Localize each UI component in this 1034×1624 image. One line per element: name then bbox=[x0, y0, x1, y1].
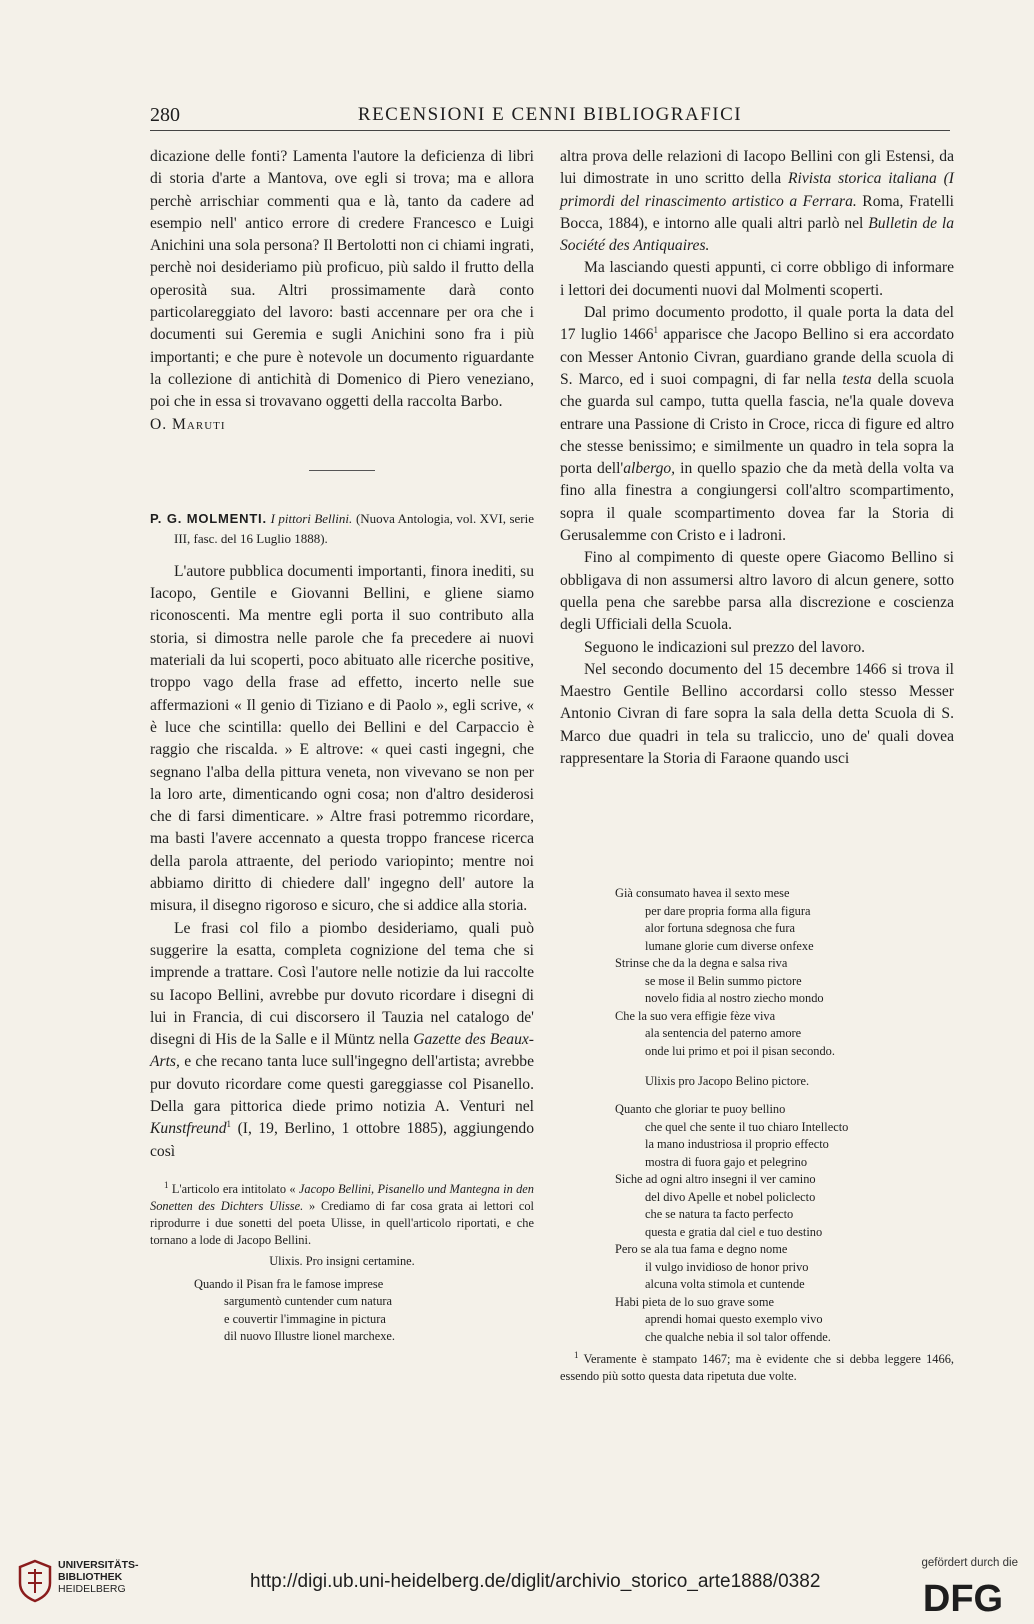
right-paragraph-3: Dal primo documento prodotto, il quale porta la data del 17 luglio 1466$^1$ apparisce che Jacopo Bellino si era accordato con Messer Antonio Civran, guardiano grande della scuola di S. Marco, ed i suoi compagni, di far nella testa della scuola che guarda sul campo, tutta quella fascia, ne'la quale doveva entrare una Passione di Cristo in Croce, ricca di figure ed altro che stesse benissimo; e similmente un quadro in tela sopra la porta dell'albergo, in quello spazio che da metà della volta va fino alla finestra a congiungersi coll'altro scompartimento, sopra il quale scompartimento dovea far la Storia di Gerusalemme con Cristo e i ladroni. bbox=[560, 304, 955, 545]
poem-line: questa e gratia dal ciel e tuo destino bbox=[645, 1224, 823, 1239]
library-name: UNIVERSITÄTS- BIBLIOTHEK HEIDELBERG bbox=[58, 1559, 139, 1595]
entry-author: P. G. MOLMENTI. bbox=[150, 510, 267, 526]
right-paragraph-1: altra prova delle relazioni di Iacopo Bellini con gli Estensi, da lui dimostrate in uno scritto della Rivista storica italiana (I primordi del rinascimento artistico a Ferrara. Roma, Fratelli Bocca, 1884), e intorno alle quali altri parlò nel Bulletin de la Société des Antiquaires. bbox=[560, 148, 955, 255]
poem-line: per dare propria forma alla figura bbox=[645, 903, 811, 918]
review-signature: O. Maruti bbox=[150, 415, 226, 433]
poem-line: dil nuovo Illustre lionel marchexe. bbox=[224, 1329, 396, 1344]
right-paragraph-5: Seguono le indicazioni sul prezzo del lavoro. bbox=[584, 638, 866, 656]
left-footnotes bbox=[150, 1181, 534, 1346]
poem-line: lumane glorie cum diverse onfexe bbox=[645, 938, 814, 953]
entry-title: I pittori Bellini. bbox=[270, 510, 353, 526]
poem-line: Siche ad ogni altro insegni il ver camino bbox=[615, 1172, 816, 1186]
sonnet-2 bbox=[615, 1101, 945, 1346]
page-header bbox=[150, 100, 950, 131]
running-head: RECENSIONI E CENNI BIBLIOGRAFICI bbox=[357, 104, 743, 125]
poem-line: Pero se ala tua fama e degno nome bbox=[615, 1242, 788, 1256]
poem-line: che quel che sente il tuo chiaro Intellecto bbox=[645, 1119, 849, 1134]
source-url[interactable]: http://digi.ub.uni-heidelberg.de/diglit/archivio_storico_arte1888/0382 bbox=[250, 1571, 821, 1592]
sonnet-title-2: Ulixis pro Jacopo Belino pictore. bbox=[645, 1074, 810, 1088]
poem-line: che qualche nebia il sol talor offende. bbox=[645, 1329, 831, 1344]
left-paragraph-1: dicazione delle fonti? Lamenta l'autore la deficienza di libri di storia d'arte a Mantova, ove egli si trova; ma e allora perchè arrischiar commenti qua e là, tanto da cadere ad esempio nell' antico errore di credere Francesco e Luigi Anichini una sola persona? Il Bertolotti non ci chiami ingrati, perchè noi desideriamo più proficuo, più saldo il frutto della operosità sua. Altri prossimamente darà conto particolareggiato del lavoro: basti accennare per ora che i documenti sui Geremia e sugli Anichini sono fra i più importanti; e che pure è notevole un documento riguardante la collezione di antichità di Domenico di Piero veneziano, poi che in essa si trovavano oggetti della raccolta Barbo. bbox=[150, 148, 534, 411]
footnote-ref: 1 bbox=[653, 325, 659, 336]
sonnet-title-1: Ulixis. Pro insigni certamine. bbox=[269, 1253, 415, 1268]
left-column bbox=[150, 146, 534, 1346]
poem-line: il vulgo invidioso de honor privo bbox=[645, 1259, 809, 1274]
poem-line: Quanto che gloriar te puoy bellino bbox=[615, 1102, 786, 1116]
poem-line: alor fortuna sdegnosa che fura bbox=[645, 921, 796, 935]
footnote-ref: 1 bbox=[226, 1119, 232, 1130]
dfg-logo-icon bbox=[908, 1577, 1018, 1617]
poem-line: la mano industriosa il proprio effecto bbox=[645, 1137, 829, 1151]
poem-line: del divo Apelle et nobel policlecto bbox=[645, 1189, 816, 1204]
left-paragraph-3: Le frasi col filo a piombo desideriamo, quali può suggerire la esatta, completa cognizione del tema che si imprende a trattare. Così l'autore nelle notizie da lui raccolte su Iacopo Bellini, avrebbe pur dovuto ricordare i disegni di lui in Francia, di cui discorsero il Tauzia nel catalogo de' disegni di His de la Salle e il Müntz nella Gazette des Beaux-Arts, e che recano tanta luce sull'ingegno dell'artista; avrebbe pur dovuto ricordare come questi gareggiasse col Pisanello. Della gara pittorica diede primo notizia A. Venturi nel Kunstfreund$^1$ (I, 19, Berlino, 1 ottobre 1885), aggiungendo così bbox=[150, 919, 534, 1160]
poem-line: ala sentencia del paterno amore bbox=[645, 1026, 802, 1040]
poem-line: Quando il Pisan fra le famose imprese bbox=[194, 1276, 384, 1291]
poem-line: mostra di fuora gajo et pelegrino bbox=[645, 1154, 808, 1169]
footnote-right: $^1$ Veramente è stampato 1467; ma è evidente che si debba leggere 1466, essendo più sotto questa data ripetuta due volte. bbox=[560, 1349, 954, 1383]
poem-line: Già consumato havea il sexto mese bbox=[615, 886, 790, 900]
poem-line: Strinse che da la degna e salsa riva bbox=[615, 956, 788, 970]
university-seal-icon bbox=[16, 1559, 54, 1603]
review-entry-heading bbox=[150, 509, 534, 549]
poem-line: novelo fidia al nostro ziecho mondo bbox=[645, 991, 824, 1005]
sonnet-1-start bbox=[150, 1276, 534, 1346]
right-paragraph-6: Nel secondo documento del 15 decembre 1466 si trova il Maestro Gentile Bellino accordarsi collo stesso Messer Antonio Civran di fare sopra la sala della detta Scuola di S. Marco due quadri in tela su traliccio, uno de' quali dovea rappresentare la Storia di Faraone quando usci bbox=[560, 660, 954, 768]
poem-line: che se natura ta facto perfecto bbox=[645, 1207, 794, 1221]
funding-note: gefördert durch die bbox=[921, 1557, 1018, 1569]
sonnet-1-end bbox=[615, 885, 945, 1060]
poem-line: Habi pieta de lo suo grave some bbox=[615, 1294, 774, 1309]
poem-line: sargumentò cuntender cum natura bbox=[224, 1294, 393, 1309]
digitization-footer bbox=[0, 1545, 1034, 1624]
poem-line: Che la suo vera effigie fèze viva bbox=[615, 1008, 776, 1023]
entry-publication: (Nuova Antologia, vol. XVI, serie III, fasc. del 16 Luglio 1888). bbox=[174, 510, 534, 546]
page-number: 280 bbox=[150, 104, 180, 126]
right-paragraph-4: Fino al compimento di queste opere Giacomo Bellino si obbligava di non assumersi altro lavoro di alcun genere, sotto quella pena che sarebbe parsa alla discrezione e coscienza degli Ufficiali della Scuola. bbox=[560, 549, 954, 634]
right-paragraph-2: Ma lasciando questi appunti, ci corre obbligo di informare i lettori dei documenti nuovi dal Molmenti scoperti. bbox=[560, 259, 954, 299]
left-paragraph-2: L'autore pubblica documenti importanti, finora inediti, su Iacopo, Gentile e Giovanni Bellini, e gliene siamo riconoscenti. Ma mentre egli porta il suo contributo alla storia, si dimostra nelle parole che fa precedere ai nuovi materiali da lui scoperti, poco abituato alle ricerche positive, troppo vago della frase ad effetto, incerto nelle sue affermazioni « Il genio di Tiziano e di Paolo », egli scrive, « è luce che scintilla: quello dei Bellini e del Carpaccio è raggio che riscalda. » E altrove: « quei casti ingegni, che segnano l'alba della pittura veneta, non vivevano se non per la loro arte, dimenticando ogni cosa; non d'altro desiderosi che di farsi dimenticare. » Altre frasi potremmo ricordare, ma basti l'avere accennato a questa troppo francese ricerca della parola attraente, del periodo variopinto; mentre noi abbiamo diritto di chiedere dall' ingegno dell' autore la misura, il disegno rigoroso e sicuro, che si addice alla storia. bbox=[150, 562, 534, 915]
poem-line: e couvertir l'immagine in pictura bbox=[224, 1311, 386, 1326]
poem-line: alcuna volta stimola et cuntende bbox=[645, 1277, 805, 1291]
right-column bbox=[560, 146, 954, 770]
poem-line: aprendi homai questo exemplo vivo bbox=[645, 1312, 823, 1326]
poem-line: onde lui primo et poi il pisan secondo. bbox=[645, 1043, 835, 1058]
svg-text:DFG: DFG bbox=[922, 1578, 1004, 1617]
section-divider bbox=[309, 470, 375, 471]
poem-line: se mose il Belin summo pictore bbox=[645, 973, 802, 988]
right-sonnets bbox=[615, 885, 945, 1346]
footnote-1: $^1$ L'articolo era intitolato « Jacopo Bellini, Pisanello und Mantegna in den Sonetten des Dichters Ulisse. » Crediamo di far cosa grata ai lettori col riprodurre i due sonetti del poeta Ulisse, in quell'articolo riportati, e che tornano a lode di Jacopo Bellini. bbox=[150, 1179, 534, 1247]
